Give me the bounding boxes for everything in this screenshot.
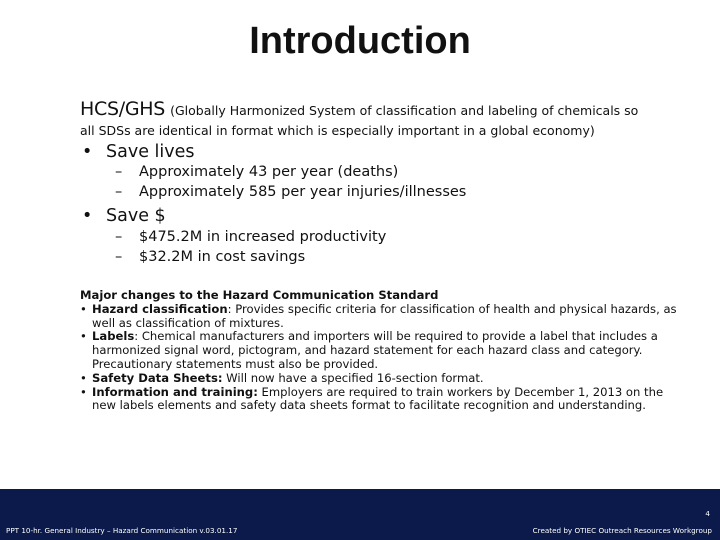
- page-number: 4: [705, 509, 710, 518]
- hcs-description: (Globally Harmonized System of classification and labeling of chemicals so: [170, 103, 639, 118]
- sub-bullet-text: $32.2M in cost savings: [139, 249, 306, 265]
- sub-bullet-text: $475.2M in increased productivity: [139, 229, 387, 245]
- footer-credit: Created by OTIEC Outreach Resources Workgroup: [532, 526, 712, 535]
- sub-bullet-cost-savings: – $32.2M in cost savings: [115, 249, 306, 265]
- list-item: • Safety Data Sheets: Will now have a specified 16-section format.: [80, 370, 484, 385]
- major-changes-list: [80, 303, 680, 413]
- hcs-heading: HCS/GHS: [80, 98, 165, 120]
- list-item: • Hazard classification: Provides specific criteria for classification of health and physical hazards, as well as classification of mixtures.: [80, 301, 677, 330]
- item-text: Employers are required to train workers by December 1, 2013 on the new labels elements and safety data sheets format to facilitate recognition and understanding.: [92, 384, 664, 413]
- item-term: Hazard classification: [92, 301, 228, 316]
- bullet-save-lives: [82, 142, 194, 162]
- hcs-description-cont: all SDSs are identical in format which is especially important in a global economy): [80, 123, 595, 138]
- list-item: • Information and training: Employers are required to train workers by December 1, 2013 on the new labels elements and safety data sheets format to facilitate recognition and understanding.: [80, 384, 664, 413]
- bullet-save-money: [82, 206, 166, 226]
- item-term: Safety Data Sheets:: [92, 370, 223, 385]
- list-item: • Labels: Chemical manufacturers and importers will be required to provide a label that includes a harmonized signal word, pictogram, and hazard statement for each hazard class and category. Precautionary statements must also be provided.: [80, 329, 658, 371]
- sub-bullet-injuries: – Approximately 585 per year injuries/illnesses: [115, 184, 467, 200]
- footer-bar: [0, 489, 720, 540]
- item-text: : Provides specific criteria for classification of health and physical hazards, as well as classification of mixtures.: [92, 301, 677, 330]
- bullet-label: Save lives: [106, 142, 195, 162]
- sub-bullet-text: Approximately 43 per year (deaths): [139, 164, 399, 180]
- slide-title: Introduction: [249, 20, 471, 62]
- sub-bullet-text: Approximately 585 per year injuries/illnesses: [139, 184, 467, 200]
- bullet-dot: •: [82, 142, 93, 162]
- item-text: : Chemical manufacturers and importers will be required to provide a label that includes a harmonized signal word, pictogram, and hazard statement for each hazard class and category. Precautionary statements must also be provided.: [92, 329, 658, 371]
- bullet-dot: •: [82, 206, 93, 226]
- major-changes-heading: Major changes to the Hazard Communication Standard: [80, 288, 439, 302]
- sub-bullet-deaths: – Approximately 43 per year (deaths): [115, 164, 399, 180]
- sub-bullet-productivity: – $475.2M in increased productivity: [115, 229, 387, 245]
- item-term: Labels: [92, 329, 135, 344]
- hcs-intro: [80, 98, 700, 120]
- bullet-label: Save $: [106, 206, 166, 226]
- item-text: Will now have a specified 16-section format.: [222, 370, 484, 385]
- footer-course-label: PPT 10-hr. General Industry – Hazard Communication v.03.01.17: [6, 526, 238, 535]
- major-changes: [80, 289, 680, 413]
- item-term: Information and training:: [92, 384, 258, 399]
